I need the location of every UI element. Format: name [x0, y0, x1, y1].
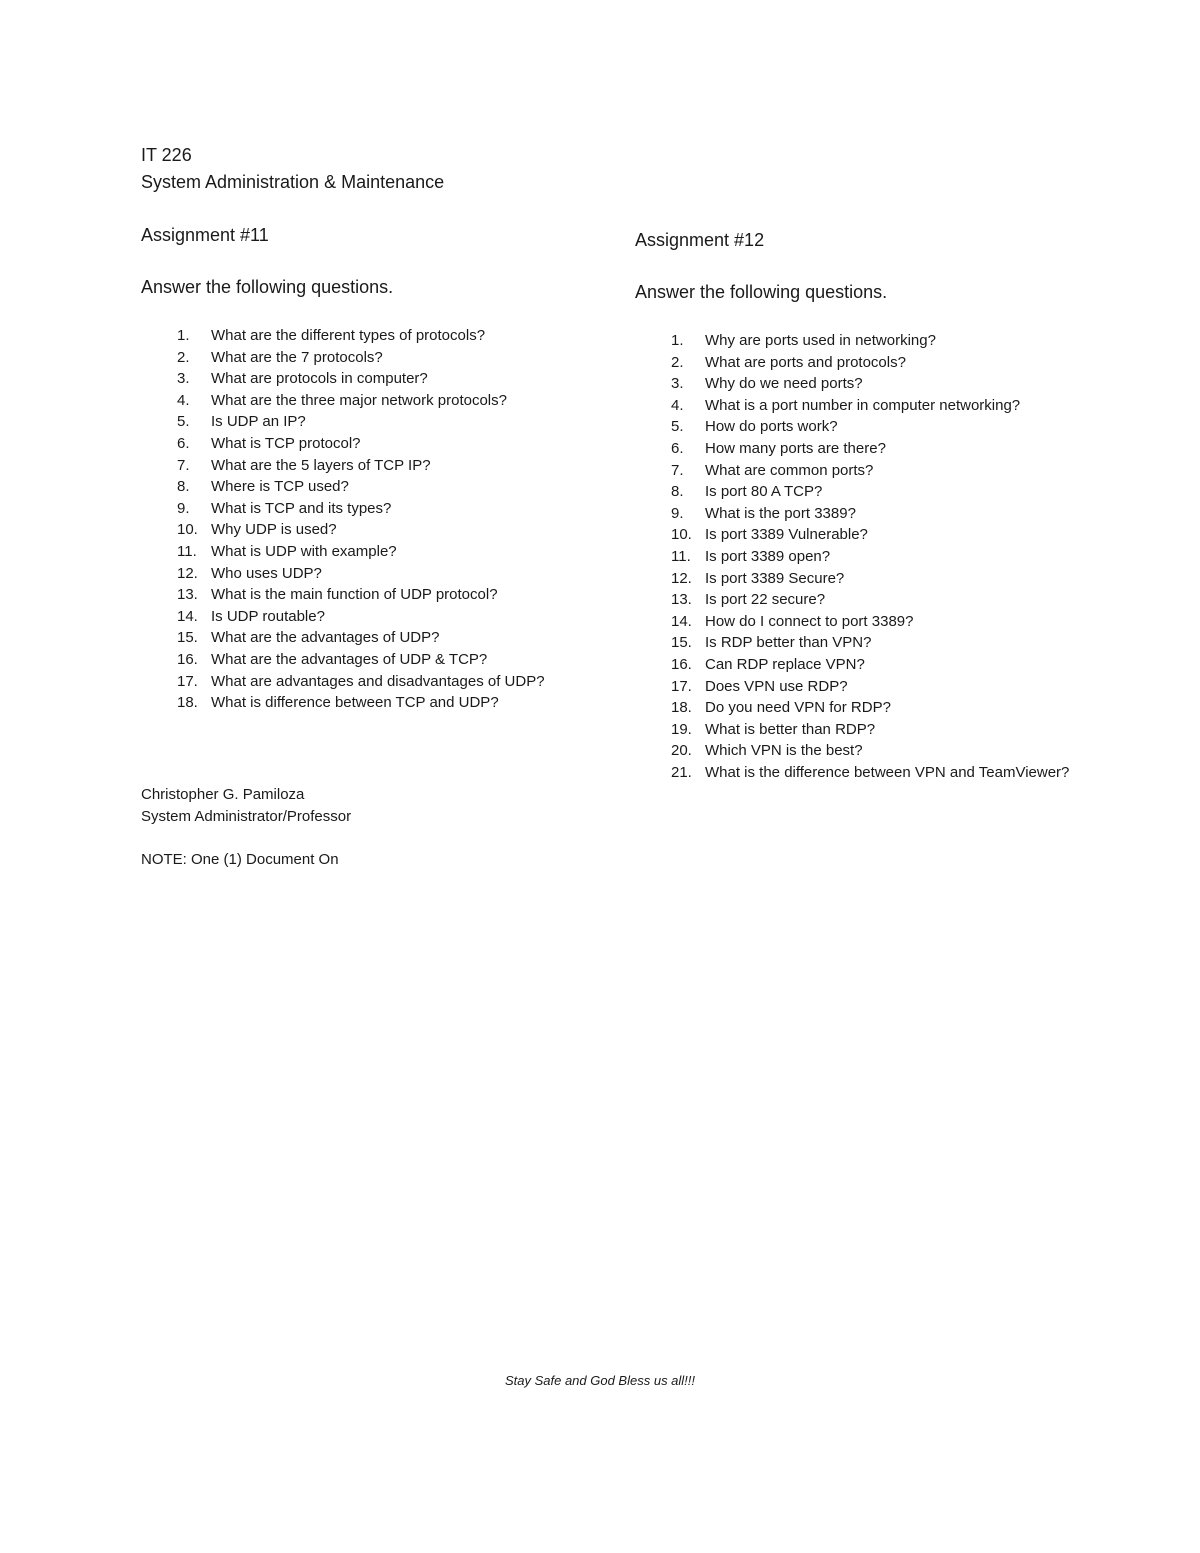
footer-text: Stay Safe and God Bless us all!!!: [504, 1373, 696, 1388]
question-number: 16.: [177, 650, 198, 668]
question-text: What is TCP and its types?: [211, 499, 392, 517]
question-item: [141, 498, 611, 520]
question-number: 12.: [671, 569, 692, 587]
question-item: [141, 671, 611, 693]
question-text: What are the advantages of UDP & TCP?: [211, 650, 488, 668]
assignment-11-instructions: Answer the following questions.: [141, 277, 394, 297]
course-code: IT 226: [141, 145, 192, 165]
question-number: 18.: [177, 694, 198, 712]
question-number: 3.: [671, 375, 684, 393]
question-text: What is better than RDP?: [705, 720, 876, 738]
question-number: 21.: [671, 763, 692, 781]
question-number: 10.: [671, 526, 692, 544]
question-item: [635, 697, 1105, 719]
question-item: [141, 692, 611, 714]
assignment-12-section: [635, 228, 1105, 783]
question-text: Is port 3389 Vulnerable?: [705, 526, 868, 544]
question-item: [635, 632, 1105, 654]
question-text: What are the 7 protocols?: [211, 348, 383, 366]
question-item: [141, 411, 611, 433]
question-text: What are the advantages of UDP?: [211, 629, 440, 647]
question-text: Why are ports used in networking?: [705, 332, 936, 349]
question-text: Is port 80 A TCP?: [705, 483, 823, 501]
question-text: Is UDP routable?: [211, 607, 325, 625]
question-number: 14.: [671, 612, 692, 630]
question-text: Where is TCP used?: [211, 478, 349, 496]
question-item: [635, 589, 1105, 611]
question-item: [635, 503, 1105, 525]
assignment-12-instructions: Answer the following questions.: [635, 282, 888, 302]
question-number: 17.: [177, 672, 198, 690]
question-item: [635, 438, 1105, 460]
note-text: NOTE: One (1) Document On: [141, 851, 339, 868]
question-number: 19.: [671, 720, 692, 738]
question-item: [635, 568, 1105, 590]
question-number: 4.: [671, 396, 684, 414]
question-number: 16.: [671, 655, 692, 673]
question-item: [141, 541, 611, 563]
assignment-12-title: Assignment #12: [635, 230, 765, 250]
question-number: 13.: [671, 591, 692, 609]
signature-block: [141, 784, 351, 827]
question-text: What is difference between TCP and UDP?: [211, 694, 499, 712]
question-item: [635, 416, 1105, 438]
question-number: 8.: [177, 478, 190, 496]
question-number: 2.: [177, 348, 190, 366]
question-number: 14.: [177, 607, 198, 625]
question-item: [141, 347, 611, 369]
question-number: 11.: [671, 547, 691, 565]
question-number: 11.: [177, 542, 197, 560]
question-number: 7.: [177, 456, 190, 474]
question-text: What are ports and protocols?: [705, 353, 906, 371]
question-text: What are protocols in computer?: [211, 370, 428, 388]
question-text: Who uses UDP?: [211, 564, 322, 582]
signature-role: System Administrator/Professor: [141, 807, 352, 825]
question-text: Is UDP an IP?: [211, 413, 306, 431]
assignment-11-section: [141, 223, 611, 714]
question-item: [141, 627, 611, 649]
question-number: 5.: [671, 418, 684, 436]
question-number: 13.: [177, 586, 198, 604]
question-text: How do I connect to port 3389?: [705, 612, 914, 630]
question-item: [635, 719, 1105, 741]
question-text: What is the difference between VPN and TeamViewer?: [705, 763, 1070, 781]
assignment-11-title: Assignment #11: [141, 225, 269, 245]
question-text: What is the port 3389?: [705, 504, 856, 522]
question-item: [635, 524, 1105, 546]
question-number: 7.: [671, 461, 684, 479]
question-number: 2.: [671, 353, 684, 371]
question-item: [141, 563, 611, 585]
question-number: 8.: [671, 483, 684, 501]
question-item: [141, 649, 611, 671]
question-text: How do ports work?: [705, 418, 838, 436]
question-number: 10.: [177, 521, 198, 539]
question-item: [635, 395, 1105, 417]
question-text: Is port 3389 Secure?: [705, 569, 845, 587]
assignment-11-question-list: [141, 325, 611, 714]
question-text: Is port 22 secure?: [705, 591, 826, 609]
question-text: What is the main function of UDP protocol?: [211, 586, 498, 604]
question-number: 17.: [671, 677, 692, 695]
question-item: [635, 352, 1105, 374]
question-item: [141, 390, 611, 412]
question-item: [141, 455, 611, 477]
question-item: [141, 325, 611, 347]
question-text: Is RDP better than VPN?: [705, 634, 872, 652]
question-number: 6.: [671, 439, 684, 457]
question-item: [635, 654, 1105, 676]
question-text: What is a port number in computer networking?: [705, 396, 1021, 414]
question-text: What are common ports?: [705, 461, 874, 479]
question-text: Does VPN use RDP?: [705, 677, 848, 695]
question-number: 1.: [177, 327, 190, 344]
question-item: [635, 373, 1105, 395]
question-number: 6.: [177, 434, 190, 452]
question-text: What are advantages and disadvantages of UDP?: [211, 672, 545, 690]
question-item: [141, 606, 611, 628]
question-item: [635, 676, 1105, 698]
question-text: What are the different types of protocols?: [211, 327, 486, 344]
question-number: 1.: [671, 332, 684, 349]
question-number: 18.: [671, 699, 692, 717]
question-item: [635, 330, 1105, 352]
question-text: Why UDP is used?: [211, 521, 337, 539]
question-item: [635, 740, 1105, 762]
question-text: What are the 5 layers of TCP IP?: [211, 456, 431, 474]
question-item: [141, 476, 611, 498]
question-text: Is port 3389 open?: [705, 547, 831, 565]
question-number: 12.: [177, 564, 198, 582]
question-number: 15.: [671, 634, 692, 652]
question-item: [635, 611, 1105, 633]
question-text: What is UDP with example?: [211, 542, 397, 560]
question-number: 20.: [671, 742, 692, 760]
course-title: System Administration & Maintenance: [141, 172, 445, 192]
question-text: What is TCP protocol?: [211, 434, 361, 452]
question-number: 3.: [177, 370, 190, 388]
question-text: Do you need VPN for RDP?: [705, 699, 891, 717]
question-item: [141, 368, 611, 390]
question-item: [635, 460, 1105, 482]
question-item: [141, 584, 611, 606]
question-text: What are the three major network protocols?: [211, 391, 507, 409]
signature-name: Christopher G. Pamiloza: [141, 786, 305, 803]
question-item: [141, 433, 611, 455]
question-text: Can RDP replace VPN?: [705, 655, 865, 673]
question-number: 4.: [177, 391, 190, 409]
question-text: How many ports are there?: [705, 439, 886, 457]
question-item: [635, 481, 1105, 503]
question-number: 15.: [177, 629, 198, 647]
question-number: 9.: [177, 499, 190, 517]
question-item: [635, 762, 1105, 784]
question-number: 5.: [177, 413, 190, 431]
question-text: Which VPN is the best?: [705, 742, 863, 760]
question-item: [635, 546, 1105, 568]
question-text: Why do we need ports?: [705, 375, 863, 393]
assignment-12-question-list: [635, 330, 1105, 783]
question-item: [141, 519, 611, 541]
question-number: 9.: [671, 504, 684, 522]
